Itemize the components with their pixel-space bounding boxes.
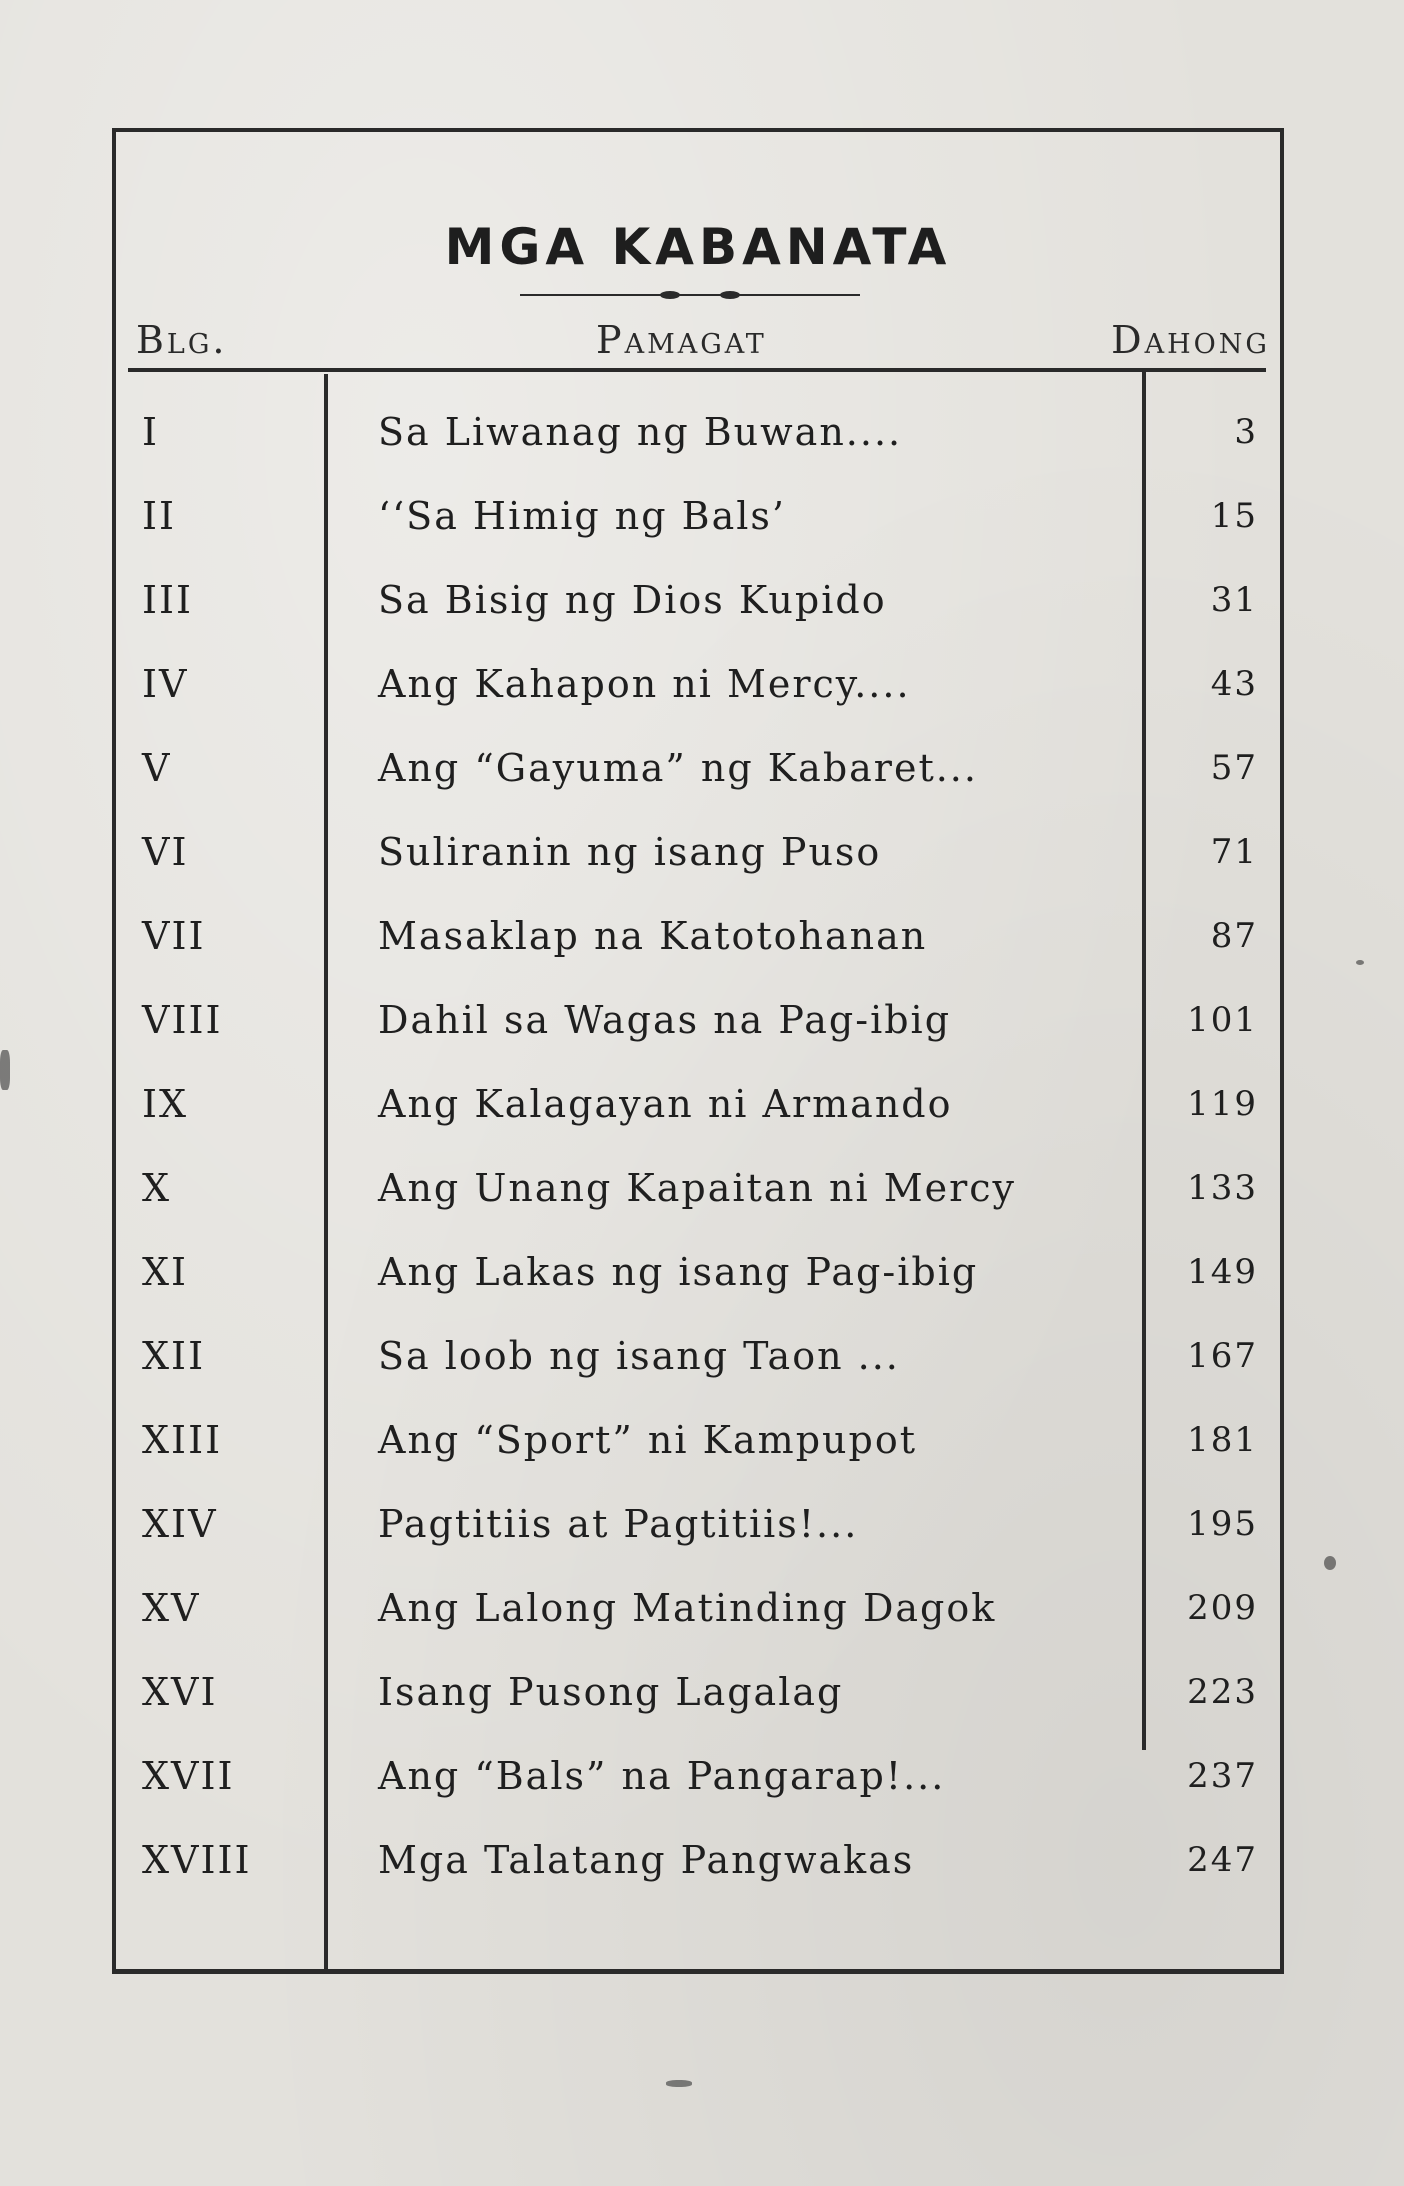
chapter-page: 71 [1210, 832, 1258, 872]
chapter-row [116, 1482, 1280, 1566]
chapter-page: 31 [1210, 580, 1258, 620]
chapter-page: 87 [1210, 916, 1258, 956]
chapter-title: Sa Bisig ng Dios Kupido [378, 578, 887, 622]
chapter-row [116, 1062, 1280, 1146]
chapter-number: V [142, 746, 172, 790]
column-header-title: Pamagat [596, 318, 767, 362]
chapter-row [116, 1314, 1280, 1398]
chapter-title: ‘‘Sa Himig ng Bals’ [378, 494, 786, 538]
chapter-page: 223 [1187, 1672, 1258, 1712]
chapter-page: 57 [1210, 748, 1258, 788]
chapter-number: XI [142, 1250, 189, 1294]
contents-frame [112, 128, 1284, 1974]
chapter-number: I [142, 410, 160, 454]
chapter-number: X [142, 1166, 172, 1210]
chapter-row [116, 978, 1280, 1062]
chapter-row [116, 1146, 1280, 1230]
chapter-number: IX [142, 1082, 189, 1126]
chapter-number: VI [142, 830, 189, 874]
chapter-number: II [142, 494, 177, 538]
chapter-title: Ang Lalong Matinding Dagok [378, 1586, 997, 1630]
chapter-row [116, 642, 1280, 726]
chapter-number: XIV [142, 1502, 218, 1546]
chapter-page: 181 [1187, 1420, 1258, 1460]
chapter-row [116, 474, 1280, 558]
chapter-number: XII [142, 1334, 206, 1378]
chapter-row [116, 810, 1280, 894]
chapter-page: 167 [1187, 1336, 1258, 1376]
chapter-title: Ang “Gayuma” ng Kabaret... [378, 746, 978, 790]
chapter-row [116, 1230, 1280, 1314]
chapter-row [116, 1734, 1280, 1818]
chapter-number: III [142, 578, 194, 622]
chapter-title: Sa Liwanag ng Buwan.... [378, 410, 903, 454]
chapter-list [116, 390, 1280, 1902]
chapter-page: 3 [1234, 412, 1258, 452]
chapter-title: Sa loob ng isang Taon ... [378, 1334, 900, 1378]
chapter-row [116, 1566, 1280, 1650]
chapter-title: Ang Kahapon ni Mercy.... [378, 662, 911, 706]
chapter-number: VIII [142, 998, 223, 1042]
chapter-page: 195 [1187, 1504, 1258, 1544]
chapter-page: 247 [1187, 1840, 1258, 1880]
chapter-page: 101 [1187, 1000, 1258, 1040]
chapter-title: Pagtitiis at Pagtitiis!... [378, 1502, 859, 1546]
chapter-row [116, 390, 1280, 474]
chapter-title: Ang “Bals” na Pangarap!... [378, 1754, 946, 1798]
chapter-number: XVIII [142, 1838, 252, 1882]
page-title: MGA KABANATA [444, 218, 952, 276]
chapter-title: Ang Unang Kapaitan ni Mercy [378, 1166, 1017, 1210]
chapter-number: XVII [142, 1754, 235, 1798]
chapter-number: XVI [142, 1670, 218, 1714]
chapter-title: Ang Lakas ng isang Pag-ibig [378, 1250, 979, 1294]
chapter-title: Ang Kalagayan ni Armando [378, 1082, 953, 1126]
column-header-page: Dahong [1111, 318, 1270, 362]
chapter-page: 119 [1187, 1084, 1258, 1124]
chapter-title: Mga Talatang Pangwakas [378, 1838, 915, 1882]
chapter-page: 133 [1187, 1168, 1258, 1208]
chapter-title: Dahil sa Wagas na Pag-ibig [378, 998, 952, 1042]
chapter-page: 209 [1187, 1588, 1258, 1628]
chapter-row [116, 1818, 1280, 1902]
chapter-number: VII [142, 914, 206, 958]
chapter-title: Isang Pusong Lagalag [378, 1670, 844, 1714]
title-ornament [520, 292, 860, 298]
chapter-page: 237 [1187, 1756, 1258, 1796]
chapter-page: 149 [1187, 1252, 1258, 1292]
column-header-number: Blg. [136, 318, 228, 362]
chapter-page: 43 [1210, 664, 1258, 704]
chapter-number: XIII [142, 1418, 223, 1462]
chapter-title: Suliranin ng isang Puso [378, 830, 882, 874]
header-rule [128, 368, 1266, 372]
chapter-page: 15 [1210, 496, 1258, 536]
chapter-row [116, 1650, 1280, 1734]
chapter-number: XV [142, 1586, 201, 1630]
chapter-row [116, 1398, 1280, 1482]
chapter-row [116, 558, 1280, 642]
chapter-number: IV [142, 662, 189, 706]
chapter-title: Masaklap na Katotohanan [378, 914, 928, 958]
chapter-title: Ang “Sport” ni Kampupot [378, 1418, 917, 1462]
chapter-row [116, 726, 1280, 810]
chapter-row [116, 894, 1280, 978]
